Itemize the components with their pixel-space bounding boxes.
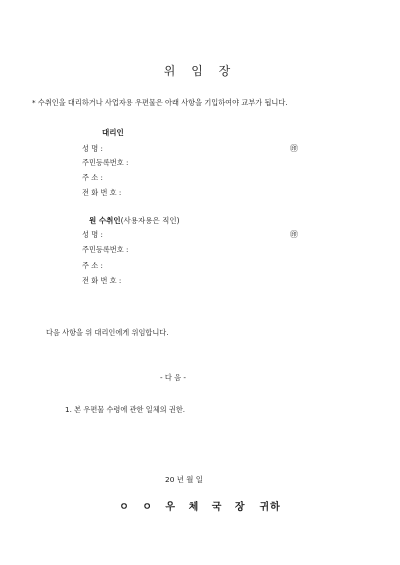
agent-name-label: 성 명 : [82,144,103,153]
notice-text: * 수취인을 대리하거나 사업자용 우편물은 아래 사항을 기입하여야 교부가 됩니다. [32,98,288,107]
recipient-name-label: 성 명 : [82,230,103,239]
recipient-address-label: 주 소 : [82,261,103,270]
recipient-id-number-label: 주민등록번호 : [82,245,129,254]
agent-seal-mark: ㊞ [290,144,298,153]
addressee-line [0,498,400,513]
date-line: 20 년 월 일 [165,475,203,484]
recipient-section-heading [89,215,180,226]
addressee-suffix: 귀하 [259,502,281,513]
post-office-name: ㅇ ㅇ 우 체 국 장 [119,502,250,513]
agent-phone-label: 전 화 번 호 : [82,188,122,197]
delegation-item-1: 1. 본 우편물 수령에 관한 일체의 권한. [65,405,186,414]
agent-id-number-label: 주민등록번호 : [82,158,129,167]
agent-address-label: 주 소 : [82,173,103,182]
agent-heading-label: 대리인 [102,128,124,137]
next-heading: - 다 음 - [160,373,186,382]
recipient-seal-mark: ㊞ [290,230,298,239]
agent-section-heading [102,127,124,138]
delegation-statement: 다음 사항을 위 대리인에게 위임합니다. [46,328,169,337]
recipient-phone-label: 전 화 번 호 : [82,276,122,285]
document-title: 위 임 장 [163,64,237,78]
recipient-heading-label: 원 수취인 [89,216,121,225]
recipient-heading-note: (사용자용은 직인) [120,216,180,225]
